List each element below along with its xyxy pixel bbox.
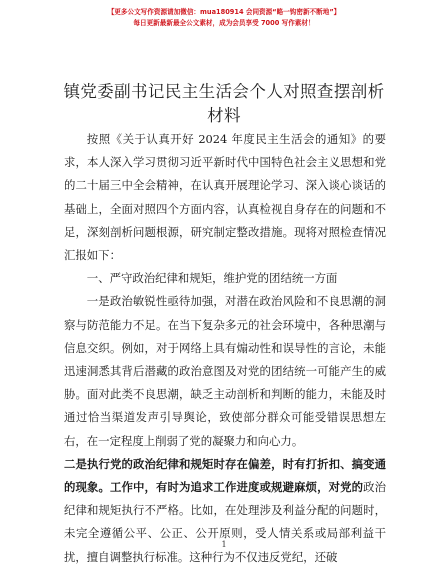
promo-banner-line-2: 每日更新最新最全公文素材，成为会员享受 7000 写作素材！ [133, 19, 315, 27]
regular-text: 政治纪律和规矩执行不严格。比如，在处理涉及利益分配的问题时，未完全遵循公平、公正、公开原则，受人情关系或局部利益干扰，擅自调整执行标准。这种行为不仅违反党纪，还破 [64, 480, 386, 564]
page-number: 1 [221, 540, 227, 549]
body-paragraph-bold-start [64, 453, 386, 569]
intro-paragraph: 按照《关于认真开好 2024 年度民主生活会的通知》的要求，本人深入学习贯彻习近平新时代中国特色社会主义思想和党的二十届三中全会精神，在认真开展理论学习、深入谈心谈话的基础上，全面对照四个方面内容，认真检视自身存在的问题和不足，深刻剖析问题根源，研究制定整改措施。现将对照检查情况汇报如下： [64, 132, 386, 263]
body-paragraph: 一是政治敏锐性亟待加强，对潜在政治风险和不良思潮的洞察与防范能力不足。在当下复杂多元的社会环境中，各种思潮与信息交织。例如，对于网络上具有煽动性和误导性的言论，未能迅速洞悉其背后潜藏的政治意图及对党的团结统一可能产生的威胁。面对此类不良思潮，缺乏主动剖析和判断的能力，未能及时通过恰当渠道发声引导舆论，致使部分群众可能受错误思想左右，在一定程度上削弱了党的凝聚力和向心力。 [64, 294, 386, 448]
document-body [64, 128, 386, 569]
bold-lead-text: 二是执行党的政治纪律和规矩时存在偏差，时有打折扣、搞变通的现象。工作中，有时为追求工作进度或规避麻烦，对党的 [64, 456, 386, 495]
section-heading: 一、严守政治纪律和规矩，维护党的团结统一方面 [86, 271, 338, 286]
document-title: 镇党委副书记民主生活会个人对照查摆剖析材料 [63, 82, 385, 125]
promo-banner-line-1: 【更多公文写作资源请加微信：mua180914 会同资源“略一钩密新不断地”】 [107, 8, 341, 16]
